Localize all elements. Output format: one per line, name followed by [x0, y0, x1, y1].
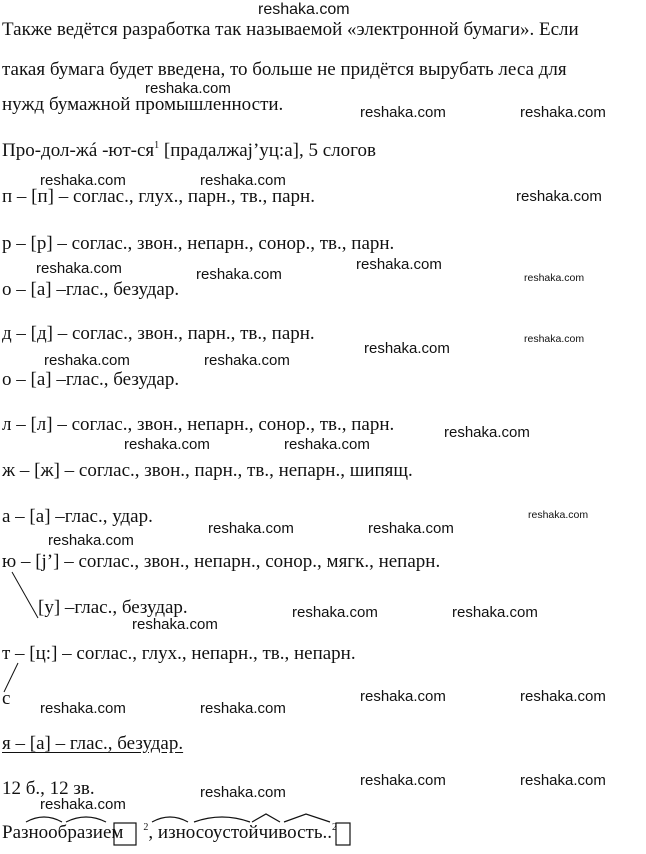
watermark: reshaka.com — [196, 266, 282, 283]
letter-line: о – [а] –глас., безудар. — [2, 369, 180, 390]
suffix-caret — [252, 814, 280, 822]
letter-line: я – [а] – глас., безудар. — [2, 733, 184, 754]
suffix-caret — [284, 814, 330, 822]
watermark: reshaka.com — [364, 340, 450, 357]
watermark: reshaka.com — [524, 272, 585, 284]
watermark: reshaka.com — [524, 333, 585, 345]
letter-line: п – [п] – соглас., глух., парн., тв., парн. — [2, 186, 315, 207]
watermark: reshaka.com — [40, 700, 126, 717]
ending-box — [336, 823, 350, 845]
morphemic-word-1: Разнообразием — [2, 822, 124, 843]
watermark: reshaka.com — [452, 604, 538, 621]
root-arc — [66, 817, 106, 822]
watermark: reshaka.com — [360, 772, 446, 789]
watermark: reshaka.com — [284, 436, 370, 453]
watermark: reshaka.com — [520, 104, 606, 121]
intro-line-2: такая бумага будет введена, то больше не придётся вырубать леса для — [2, 59, 567, 80]
watermark: reshaka.com — [40, 172, 126, 189]
letter-line: [у] –глас., безудар. — [38, 597, 188, 618]
letter-line: о – [а] –глас., безудар. — [2, 279, 180, 300]
watermark: reshaka.com — [528, 509, 589, 521]
letter-line: ж – [ж] – соглас., звон., парн., тв., непарн., шипящ. — [2, 460, 413, 481]
watermark: reshaka.com — [208, 520, 294, 537]
watermark: reshaka.com — [124, 436, 210, 453]
watermark: reshaka.com — [200, 700, 286, 717]
summary-count: 12 б., 12 зв. — [2, 778, 95, 799]
watermark: reshaka.com — [360, 104, 446, 121]
watermark: reshaka.com — [258, 1, 350, 18]
letter-line: р – [р] – соглас., звон., непарн., сонор., тв., парн. — [2, 233, 395, 254]
morphemic-sup-2: 2 — [332, 822, 338, 833]
root-arc — [194, 817, 250, 822]
word-syllables: Про-дол-жá -ют-ся — [2, 140, 155, 161]
watermark: reshaka.com — [200, 172, 286, 189]
watermark: reshaka.com — [360, 688, 446, 705]
watermark: reshaka.com — [520, 688, 606, 705]
watermark: reshaka.com — [36, 260, 122, 277]
watermark: reshaka.com — [132, 616, 218, 633]
morphemic-dots: .. — [322, 822, 333, 843]
watermark: reshaka.com — [48, 532, 134, 549]
letter-line: а – [а] –глас., удар. — [2, 506, 153, 527]
intro-line-1: Также ведётся разработка так называемой «электронной бумаги». Если — [2, 19, 579, 40]
footnote-marker: 1 — [154, 140, 160, 151]
watermark: reshaka.com — [444, 424, 530, 441]
word-transcription: [прадалжај’уц:а], 5 слогов — [163, 140, 376, 161]
ending-box — [114, 823, 136, 845]
intro-line-3: нужд бумажной промышленности. — [2, 94, 284, 115]
letter-line: т – [ц:] – соглас., глух., непарн., тв., непарн. — [2, 643, 356, 664]
watermark: reshaka.com — [204, 352, 290, 369]
watermark: reshaka.com — [368, 520, 454, 537]
letter-line: д – [д] – соглас., звон., парн., тв., парн. — [2, 323, 315, 344]
letter-line: л – [л] – соглас., звон., непарн., сонор., тв., парн. — [2, 414, 395, 435]
root-arc — [152, 817, 188, 822]
watermark: reshaka.com — [200, 784, 286, 801]
morphemic-separator: , — [148, 822, 154, 843]
watermark: reshaka.com — [40, 796, 126, 813]
letter-line: с — [2, 688, 11, 709]
morphemic-word-2: износоустойчивость — [157, 822, 323, 843]
morphemic-sup-1: 2 — [143, 822, 149, 833]
watermark: reshaka.com — [292, 604, 378, 621]
root-arc — [26, 817, 62, 822]
watermark: reshaka.com — [145, 80, 231, 97]
watermark: reshaka.com — [44, 352, 130, 369]
watermark: reshaka.com — [516, 188, 602, 205]
watermark: reshaka.com — [356, 256, 442, 273]
watermark: reshaka.com — [520, 772, 606, 789]
letter-line: ю – [j’] – соглас., звон., непарн., сонор., мягк., непарн. — [2, 551, 441, 572]
